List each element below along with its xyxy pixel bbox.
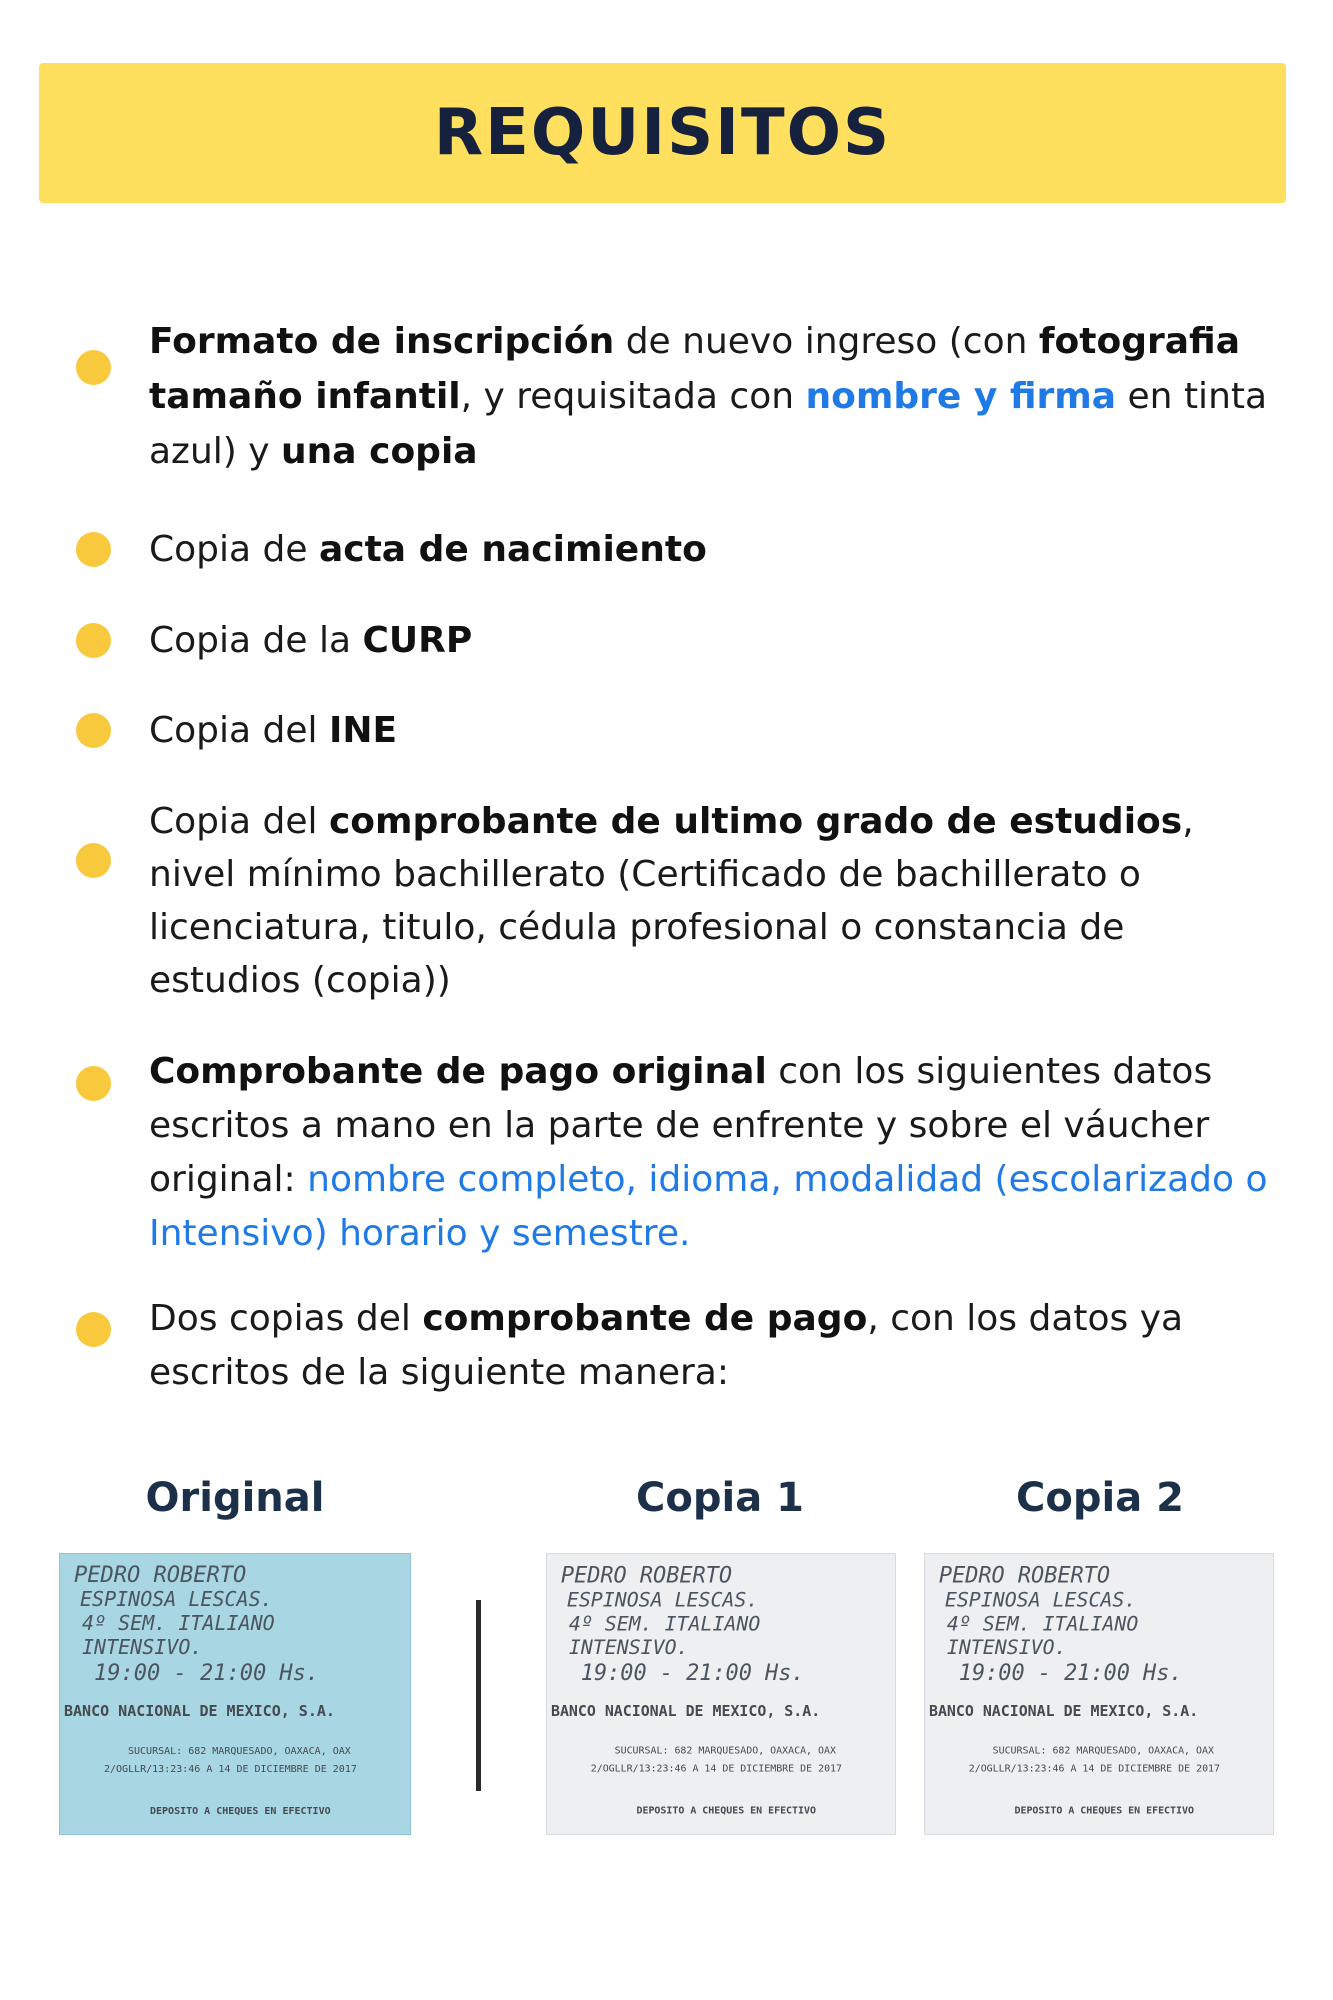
- label-copia-2: Copia 2: [1016, 1475, 1184, 1521]
- bullet-dot: [76, 623, 111, 658]
- list-item: Formato de inscripción de nuevo ingreso (con fotografia tamaño infantil, y requisitada con nombre y firma en tinta azul) y una copia: [149, 321, 1268, 472]
- receipt-datetime: 2/OGLLR/13:23:46 A 14 DE DICIEMBRE DE 2017: [968, 1763, 1221, 1775]
- receipt-deposit: DEPOSITO A CHEQUES EN EFECTIVO: [1014, 1805, 1194, 1817]
- receipt-handwritten-line: ESPINOSA LESCAS.: [80, 1587, 273, 1611]
- receipt-branch: SUCURSAL: 682 MARQUESADO, OAXACA, OAX: [992, 1745, 1214, 1757]
- receipt-handwritten-line: ESPINOSA LESCAS.: [944, 1588, 1137, 1612]
- receipt-copia-2: [924, 1553, 1274, 1835]
- bullet-dot: [76, 1312, 111, 1347]
- receipt-image: [925, 1554, 1273, 1834]
- label-original: Original: [145, 1475, 325, 1521]
- receipt-deposit: DEPOSITO A CHEQUES EN EFECTIVO: [150, 1806, 331, 1817]
- list-item: Copia de acta de nacimiento: [149, 529, 707, 570]
- receipt-handwritten-line: 4º SEM. ITALIANO: [946, 1612, 1139, 1636]
- receipt-datetime: 2/OGLLR/13:23:46 A 14 DE DICIEMBRE DE 2017: [590, 1763, 843, 1775]
- bullet-dot: [76, 1066, 111, 1101]
- receipt-handwritten-line: INTENSIVO.: [568, 1636, 689, 1660]
- title-banner: [39, 63, 1286, 203]
- receipt-bank-name: BANCO NACIONAL DE MEXICO, S.A.: [928, 1701, 1199, 1720]
- bullet-dot: [76, 350, 111, 385]
- receipt-handwritten-line: 19:00 - 21:00 Hs.: [958, 1661, 1183, 1687]
- page-title: REQUISITOS: [433, 96, 892, 170]
- receipt-handwritten-line: 19:00 - 21:00 Hs.: [580, 1661, 805, 1687]
- receipt-datetime: 2/OGLLR/13:23:46 A 14 DE DICIEMBRE DE 2017: [104, 1764, 357, 1775]
- bullet-dot: [76, 843, 111, 878]
- list-item: Copia del INE: [149, 710, 398, 751]
- list-item: Dos copias del comprobante de pago, con los datos ya escritos de la siguiente manera:: [149, 1298, 1184, 1393]
- receipt-handwritten-line: 4º SEM. ITALIANO: [82, 1611, 275, 1635]
- receipt-handwritten-line: PEDRO ROBERTO: [74, 1563, 247, 1588]
- receipt-handwritten-line: ESPINOSA LESCAS.: [566, 1588, 759, 1612]
- list-item: Comprobante de pago original con los siguientes datos escritos a mano en la parte de enfrente y sobre el váucher original: nombre completo, idioma, modalidad (escolarizado o Intensivo) horario y semestre.: [149, 1051, 1268, 1254]
- list-item: Copia de la CURP: [149, 620, 473, 661]
- bullet-dot: [76, 713, 111, 748]
- receipt-branch: SUCURSAL: 682 MARQUESADO, OAXACA, OAX: [614, 1745, 836, 1757]
- column-divider: [476, 1600, 481, 1791]
- receipt-image: [547, 1554, 895, 1834]
- receipt-copia-1: [546, 1553, 896, 1835]
- receipt-handwritten-line: 19:00 - 21:00 Hs.: [94, 1661, 320, 1686]
- receipt-handwritten-line: PEDRO ROBERTO: [560, 1563, 733, 1589]
- receipt-bank-name: BANCO NACIONAL DE MEXICO, S.A.: [64, 1702, 335, 1720]
- receipt-original: [59, 1553, 411, 1835]
- list-item: Copia del comprobante de ultimo grado de estudios, nivel mínimo bachillerato (Certificado de bachillerato o licenciatura, titulo, cédula profesional o constancia de estudios (copia)): [149, 801, 1194, 1001]
- receipt-handwritten-line: INTENSIVO.: [946, 1636, 1067, 1660]
- receipt-image: [60, 1554, 410, 1834]
- label-copia-1: Copia 1: [636, 1475, 804, 1521]
- receipt-handwritten-line: PEDRO ROBERTO: [938, 1563, 1111, 1589]
- receipt-handwritten-line: INTENSIVO.: [82, 1635, 203, 1659]
- receipt-handwritten-line: 4º SEM. ITALIANO: [568, 1612, 761, 1636]
- receipt-deposit: DEPOSITO A CHEQUES EN EFECTIVO: [636, 1805, 816, 1817]
- receipt-bank-name: BANCO NACIONAL DE MEXICO, S.A.: [550, 1701, 821, 1720]
- receipt-branch: SUCURSAL: 682 MARQUESADO, OAXACA, OAX: [128, 1746, 351, 1757]
- bullet-dot: [76, 532, 111, 567]
